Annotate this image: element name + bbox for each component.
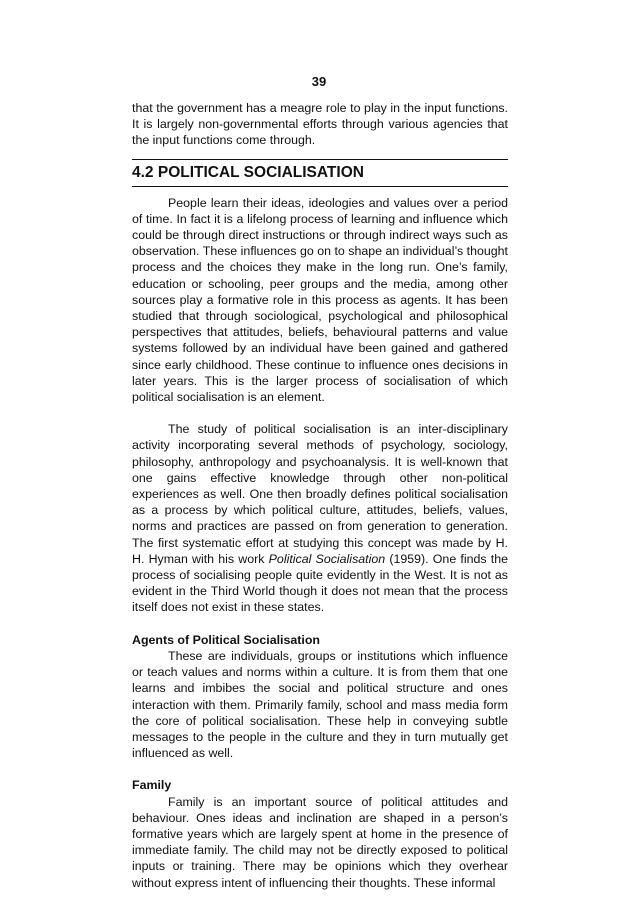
paragraph-socialisation-intro: People learn their ideas, ideologies and values over a period of time. In fact it is a lifelong process of learning and influence which could be through direct instructions or through indirect ways such as observation. These influences go on to shape an individual’s thought process and the choices they make in the long run. One’s family, education or schooling, peer groups and the media, among other sources play a formative role in this process as agents. It has been studied that through sociological, psychological and philosophical perspectives that attitudes, beliefs, behavioural patterns and value systems followed by an individual have been gained and gathered since early childhood. These continue to influence ones decisions in later years. This is the larger process of socialisation of which political socialisation is an element. bbox=[132, 195, 508, 405]
page-content bbox=[132, 100, 508, 891]
paragraph-text-part: The study of political socialisation is an inter-disciplinary activity incorporating several methods of psychology, sociology, philosophy, anthropology and psychoanalysis. It is well-known that one gains effective knowledge through other non-political experiences as well. One then broadly defines political socialisation as a process by which political culture, attitudes, beliefs, values, norms and practices are passed on from generation to generation. The first systematic effort at studying this concept was made by H. H. Hyman with his work bbox=[132, 422, 508, 566]
page-number: 39 bbox=[311, 74, 327, 89]
intro-paragraph: that the government has a meagre role to play in the input functions. It is largely non-governmental efforts through various agencies that the input functions come through. bbox=[132, 101, 508, 148]
paragraph-agents: These are individuals, groups or institutions which influence or teach values and norms within a culture. It is from them that one learns and imbibes the social and political structure and ones interaction with them. Primarily family, school and mass media form the core of political socialisation. These help in conveying subtle messages to the people in the culture and they in turn mutually get influenced as well. bbox=[132, 648, 508, 761]
paragraph-family: Family is an important source of political attitudes and behaviour. Ones ideas and inclination are shaped in a person’s formative years which are largely spent at home in the presence of immediate family. The child may not be directly exposed to political inputs or training. There may be opinions which they overhear without express intent of influencing their thoughts. These informal bbox=[132, 794, 508, 890]
paragraph-study-of-socialisation bbox=[132, 421, 508, 615]
subheading-family: Family bbox=[132, 778, 172, 793]
paragraph-text-part: (1959). One finds the process of socialising people quite evidently in the West. It is not as evident in the Third World though it does not mean that the process itself does not exist in these states. bbox=[132, 551, 509, 615]
subheading-agents: Agents of Political Socialisation bbox=[132, 632, 320, 647]
section-heading: 4.2 POLITICAL SOCIALISATION bbox=[132, 159, 508, 187]
book-title: Political Socialisation bbox=[268, 551, 386, 566]
